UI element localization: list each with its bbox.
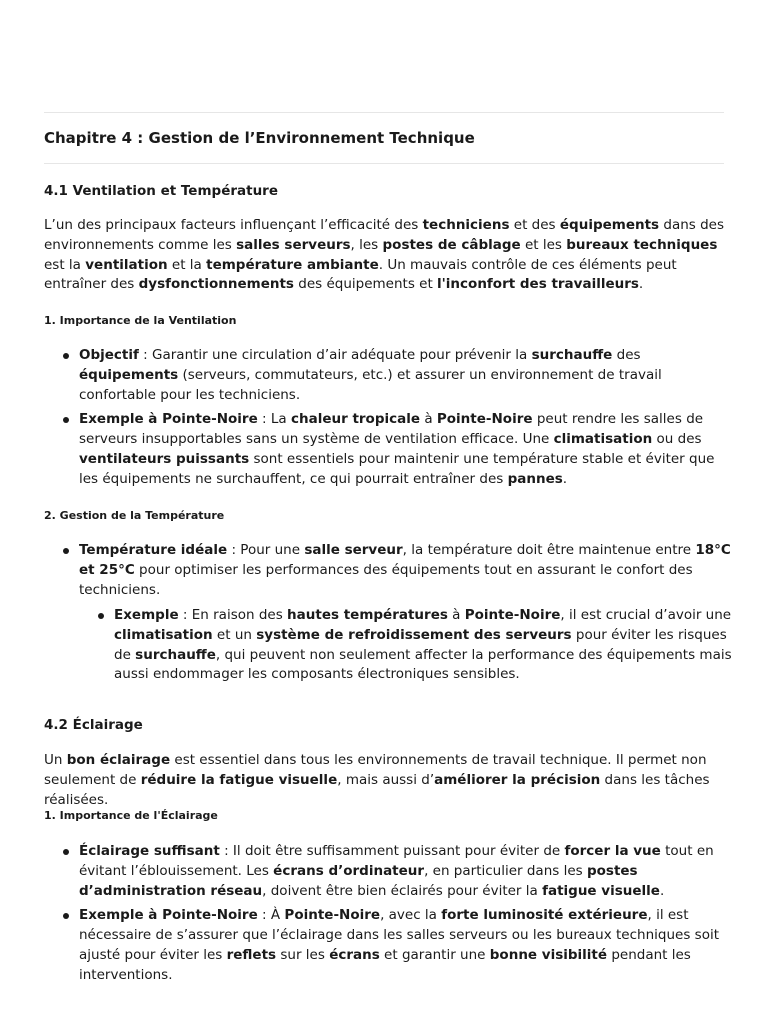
- ventilation-bullet-list: [44, 346, 734, 490]
- list-item: Exemple à Pointe-Noire : À Pointe-Noire, avec la forte luminosité extérieure, il est nécessaire de s’assurer que l’éclairage dans les salles serveurs ou les bureaux techniques soit ajusté pour éviter les reflets sur les écrans et garantir une bonne visibilité pendant les interventions.: [44, 906, 734, 985]
- lighting-intro-paragraph: Un bon éclairage est essentiel dans tous les environnements de travail technique. Il permet non seulement de réduire la fatigue visuelle, mais aussi d’améliorer la précision dans les tâches réalisées.: [44, 752, 710, 808]
- chapter-divider: [44, 163, 724, 164]
- list-item: Objectif : Garantir une circulation d’air adéquate pour prévenir la surchauffe des équipements (serveurs, commutateurs, etc.) et assurer un environnement de travail confortable pour les techniciens.: [44, 346, 734, 405]
- subheading-lighting-importance: 1. Importance de l'Éclairage: [44, 809, 218, 822]
- section-heading-lighting: 4.2 Éclairage: [44, 717, 143, 733]
- list-item: Température idéale : Pour une salle serveur, la température doit être maintenue entre 18°C et 25°C pour optimiser les performances des équipements tout en assurant le confort des techniciens.: [44, 541, 734, 600]
- chapter-title: Chapitre 4 : Gestion de l’Environnement Technique: [44, 129, 475, 147]
- temperature-bullet-list: [44, 541, 734, 600]
- temperature-nested-list: [44, 606, 734, 685]
- list-item: Exemple à Pointe-Noire : La chaleur tropicale à Pointe-Noire peut rendre les salles de serveurs insupportables sans un système de ventilation efficace. Une climatisation ou des ventilateurs puissants sont essentiels pour maintenir une température stable et éviter que les équipements ne surchauffent, ce qui pourrait entraîner des pannes.: [44, 410, 734, 489]
- nested-list-item: Exemple : En raison des hautes températures à Pointe-Noire, il est crucial d’avoir une climatisation et un système de refroidissement des serveurs pour éviter les risques de surchauffe, qui peuvent non seulement affecter la performance des équipements mais aussi endommager les composants électroniques sensibles.: [44, 606, 734, 685]
- section-heading-ventilation: 4.1 Ventilation et Température: [44, 183, 278, 199]
- subheading-temperature-management: 2. Gestion de la Température: [44, 509, 225, 522]
- list-item: Éclairage suffisant : Il doit être suffisamment puissant pour éviter de forcer la vue tout en évitant l’éblouissement. Les écrans d’ordinateur, en particulier dans les postes d’administration réseau, doivent être bien éclairés pour éviter la fatigue visuelle.: [44, 842, 734, 901]
- top-divider: [44, 112, 724, 113]
- ventilation-intro-paragraph: L’un des principaux facteurs influençant l’efficacité des techniciens et des équipements dans des environnements comme les salles serveurs, les postes de câblage et les bureaux techniques est la ventilation et la température ambiante. Un mauvais contrôle de ces éléments peut entraîner des dysfonctionnements des équipements et l'inconfort des travailleurs.: [44, 217, 725, 293]
- subheading-ventilation-importance: 1. Importance de la Ventilation: [44, 314, 237, 327]
- lighting-bullet-list: [44, 842, 734, 986]
